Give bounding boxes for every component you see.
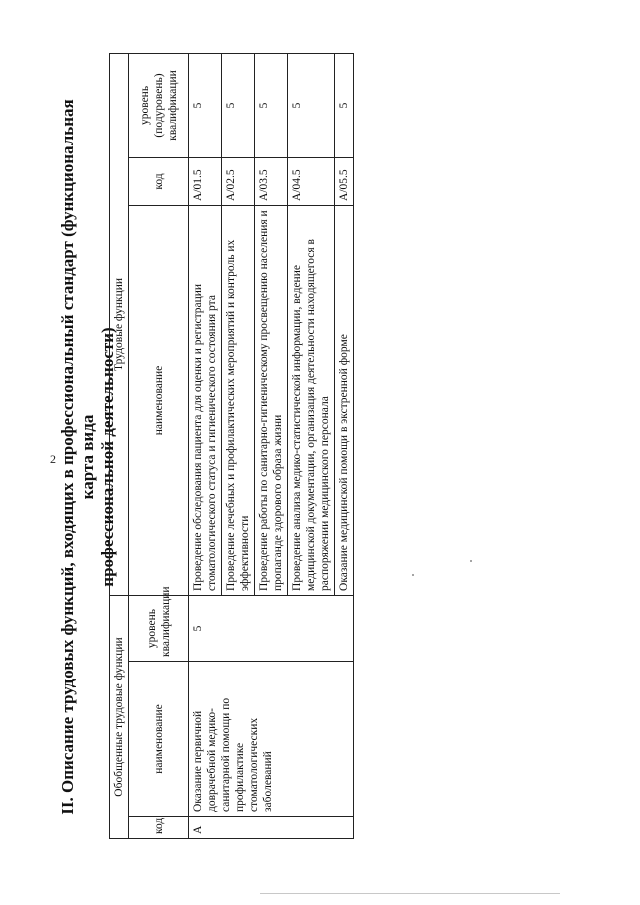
lf-level-cell: 5	[335, 53, 354, 157]
table-group-header-row	[110, 53, 129, 838]
lf-name-cell: Оказание медицинской помощи в экстренной форме	[335, 205, 354, 595]
lf-level-cell: 5	[288, 53, 335, 157]
heading-line-2: профессиональной деятельности)	[98, 327, 117, 587]
page-number: 2	[50, 452, 56, 466]
table-row	[189, 53, 222, 838]
rotated-content	[58, 45, 618, 845]
group-header-generalized: Обобщенные трудовые функции	[110, 595, 129, 838]
col-header-code: код	[129, 817, 189, 839]
group-header-labor: Трудовые функции	[110, 53, 129, 595]
lf-name-cell: Проведение обследования пациента для оценки и регистрации стоматологического статуса и гигиенического состояния рта	[189, 205, 222, 595]
gf-level-cell: 5	[189, 595, 354, 661]
functional-map-table	[109, 53, 354, 839]
lf-name-cell: Проведение работы по санитарно-гигиеническому просвещению населения и пропаганде здорового образа жизни	[255, 205, 288, 595]
col-header-lf-code: код	[129, 157, 189, 205]
col-header-name: наименование	[129, 662, 189, 817]
gf-name-cell: Оказание первичной доврачебной медико-санитарной помощи по профилактике стоматологических заболеваний	[189, 662, 354, 817]
lf-code-cell: A/05.5	[335, 157, 354, 205]
lf-name-cell: Проведение анализа медико-статистической информации, ведение медицинской документации, организация деятельности находящегося в распоряжении медицинского персонала	[288, 205, 335, 595]
scan-speck	[412, 574, 414, 576]
lf-code-cell: A/01.5	[189, 157, 222, 205]
gf-code-cell: А	[189, 817, 354, 839]
lf-name-cell: Проведение лечебных и профилактических мероприятий и контроль их эффективности	[222, 205, 255, 595]
lf-level-cell: 5	[222, 53, 255, 157]
heading-line-1: II. Описание трудовых функций, входящих в профессиональный стандарт (функциональная карта вида	[58, 99, 97, 815]
lf-code-cell: A/04.5	[288, 157, 335, 205]
scan-speck	[470, 560, 472, 562]
lf-level-cell: 5	[189, 53, 222, 157]
col-header-level: уровень квалификации	[129, 595, 189, 661]
lf-code-cell: A/02.5	[222, 157, 255, 205]
col-header-lf-name: наименование	[129, 205, 189, 595]
lf-level-cell: 5	[255, 53, 288, 157]
scan-edge-line	[260, 893, 560, 894]
lf-code-cell: A/03.5	[255, 157, 288, 205]
col-header-lf-level: уровень (подуровень) квалификации	[129, 53, 189, 157]
table-column-header-row	[129, 53, 189, 838]
